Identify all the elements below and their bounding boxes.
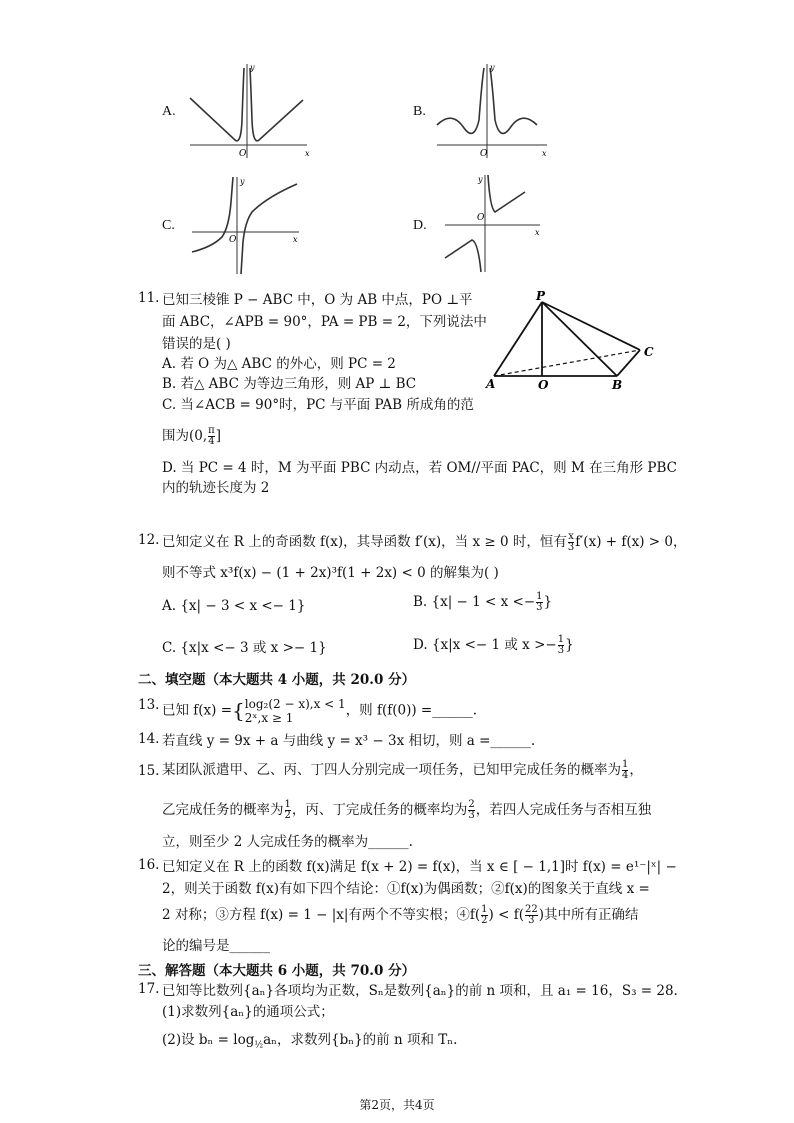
- fig-label-a: A: [486, 377, 496, 391]
- graph-a-x: x: [305, 149, 310, 158]
- q15-line3: 立，则至少 2 人完成任务的概率为______.: [162, 834, 413, 850]
- graph-b-origin: O: [480, 149, 488, 159]
- q12-option-c: C. {x|x <− 3 或 x >− 1}: [162, 640, 327, 656]
- q11-option-d-line1: D. 当 PC = 4 时，M 为平面 PBC 内动点，若 OM//平面 PAC，则 M 在三角形 PBC: [162, 460, 677, 476]
- graph-a: [185, 60, 315, 160]
- option-b-label: B.: [413, 104, 426, 119]
- graph-c: [187, 172, 312, 277]
- q12-line1: 已知定义在 R 上的奇函数 f(x)，其导函数 f′(x)，当 x ≥ 0 时，恒有 $\frac{x}{3}$ f′(x) + f(x) > 0，: [162, 531, 687, 553]
- q13-line: 已知 f(x) ={ log₂(2 − x),x < 1 2ˣ,x ≥ 1 ，则 f(f(0)) =______.: [162, 697, 478, 725]
- graph-a-origin: O: [239, 149, 247, 159]
- q13-number: 13.: [138, 697, 160, 713]
- q16-line4: 论的编号是______: [162, 938, 270, 954]
- q12-option-b: B. {x| − 1 < x <− $\frac{1}{3}$ }: [413, 591, 553, 613]
- graph-a-y: y: [250, 63, 255, 72]
- q11-option-d-line2: 内的轨迹长度为 2: [162, 480, 270, 496]
- graph-b-x: x: [542, 149, 547, 158]
- q11-option-c-line2: 围为(0, $\frac{\pi}{4}$ ]: [162, 425, 222, 447]
- q17-line3: (2)设 $b_n = \log_{\frac{1}{2}}a_n$，求数列{bₙ}的前 n 项和 Tₙ.: [162, 1032, 458, 1051]
- graph-d: [440, 170, 550, 275]
- q14-number: 14.: [138, 731, 160, 747]
- q15-line1: 某团队派遣甲、乙、丙、丁四人分别完成一项任务，已知甲完成任务的概率为 $\frac{1}{4}$ ，: [162, 759, 643, 781]
- q17-line2: (1)求数列{aₙ}的通项公式；: [162, 1004, 334, 1020]
- q12-option-a: A. {x| − 3 < x <− 1}: [162, 598, 306, 614]
- graph-c-x: x: [293, 235, 298, 244]
- fig-label-p: P: [536, 289, 546, 303]
- option-c-label: C.: [162, 218, 175, 233]
- q17-number: 17.: [138, 981, 160, 997]
- q16-line1: 已知定义在 R 上的函数 f(x)满足 f(x + 2) = f(x)，当 x ∈ [ − 1,1]时 f(x) = e¹⁻|ˣ| −: [162, 859, 677, 875]
- option-a-label: A.: [162, 104, 176, 119]
- fig-label-o: O: [538, 378, 549, 392]
- q16-line3: 2 对称；③方程 f(x) = 1 − |x|有两个不等实根；④f( $\frac{1}{2}$ ) < f( $\frac{22}{3}$ )其中所有正确结: [162, 904, 639, 926]
- q11-option-b: B. 若△ ABC 为等边三角形，则 AP ⊥ BC: [162, 376, 417, 392]
- graph-c-y: y: [240, 177, 245, 186]
- q15-number: 15.: [138, 763, 160, 779]
- q14-text: 若直线 y = 9x + a 与曲线 y = x³ − 3x 相切，则 a =______.: [162, 733, 536, 749]
- graph-d-x: x: [535, 228, 540, 237]
- q11-line3: 错误的是( ): [162, 336, 231, 352]
- q12-option-d: D. {x|x <− 1 或 x >− $\frac{1}{3}$ }: [413, 634, 574, 656]
- graph-b: [432, 60, 557, 160]
- option-d-label: D.: [413, 218, 427, 233]
- q15-line2: 乙完成任务的概率为 $\frac{1}{2}$ ，丙、丁完成任务的概率均为 $\frac{2}{3}$ ，若四人完成任务与否相互独: [162, 799, 652, 821]
- q11-line2: 面 ABC，∠APB = 90°，PA = PB = 2，下列说法中: [162, 314, 487, 330]
- graph-d-origin: O: [477, 213, 485, 223]
- pyramid-figure: [482, 288, 667, 398]
- graph-b-y: y: [490, 63, 495, 72]
- section-fill-in-header: 二、填空题（本大题共 4 小题，共 20.0 分）: [138, 672, 416, 688]
- fig-label-b: B: [612, 378, 623, 392]
- q17-line1: 已知等比数列{aₙ}各项均为正数，Sₙ是数列{aₙ}的前 n 项和，且 a₁ = 16，S₃ = 28.: [162, 983, 678, 999]
- q16-line2: 2，则关于函数 f(x)有如下四个结论：①f(x)为偶函数；②f(x)的图象关于直线 x =: [162, 881, 650, 897]
- q11-number: 11.: [138, 290, 160, 306]
- graph-c-origin: O: [229, 235, 237, 245]
- fig-label-c: C: [644, 345, 654, 359]
- page-footer: 第2页，共4页: [359, 1098, 435, 1112]
- q11-option-c-line1: C. 当∠ACB = 90°时，PC 与平面 PAB 所成角的范: [162, 397, 474, 413]
- q16-number: 16.: [138, 857, 160, 873]
- graph-d-y: y: [478, 175, 483, 184]
- q11-line1: 已知三棱锥 P − ABC 中，O 为 AB 中点，PO ⊥平: [162, 292, 473, 308]
- q12-number: 12.: [138, 532, 160, 548]
- q12-line2: 则不等式 x³f(x) − (1 + 2x)³f(1 + 2x) < 0 的解集为( ): [162, 565, 499, 581]
- q11-option-a: A. 若 O 为△ ABC 的外心，则 PC = 2: [162, 356, 396, 372]
- section-solution-header: 三、解答题（本大题共 6 小题，共 70.0 分）: [138, 963, 416, 979]
